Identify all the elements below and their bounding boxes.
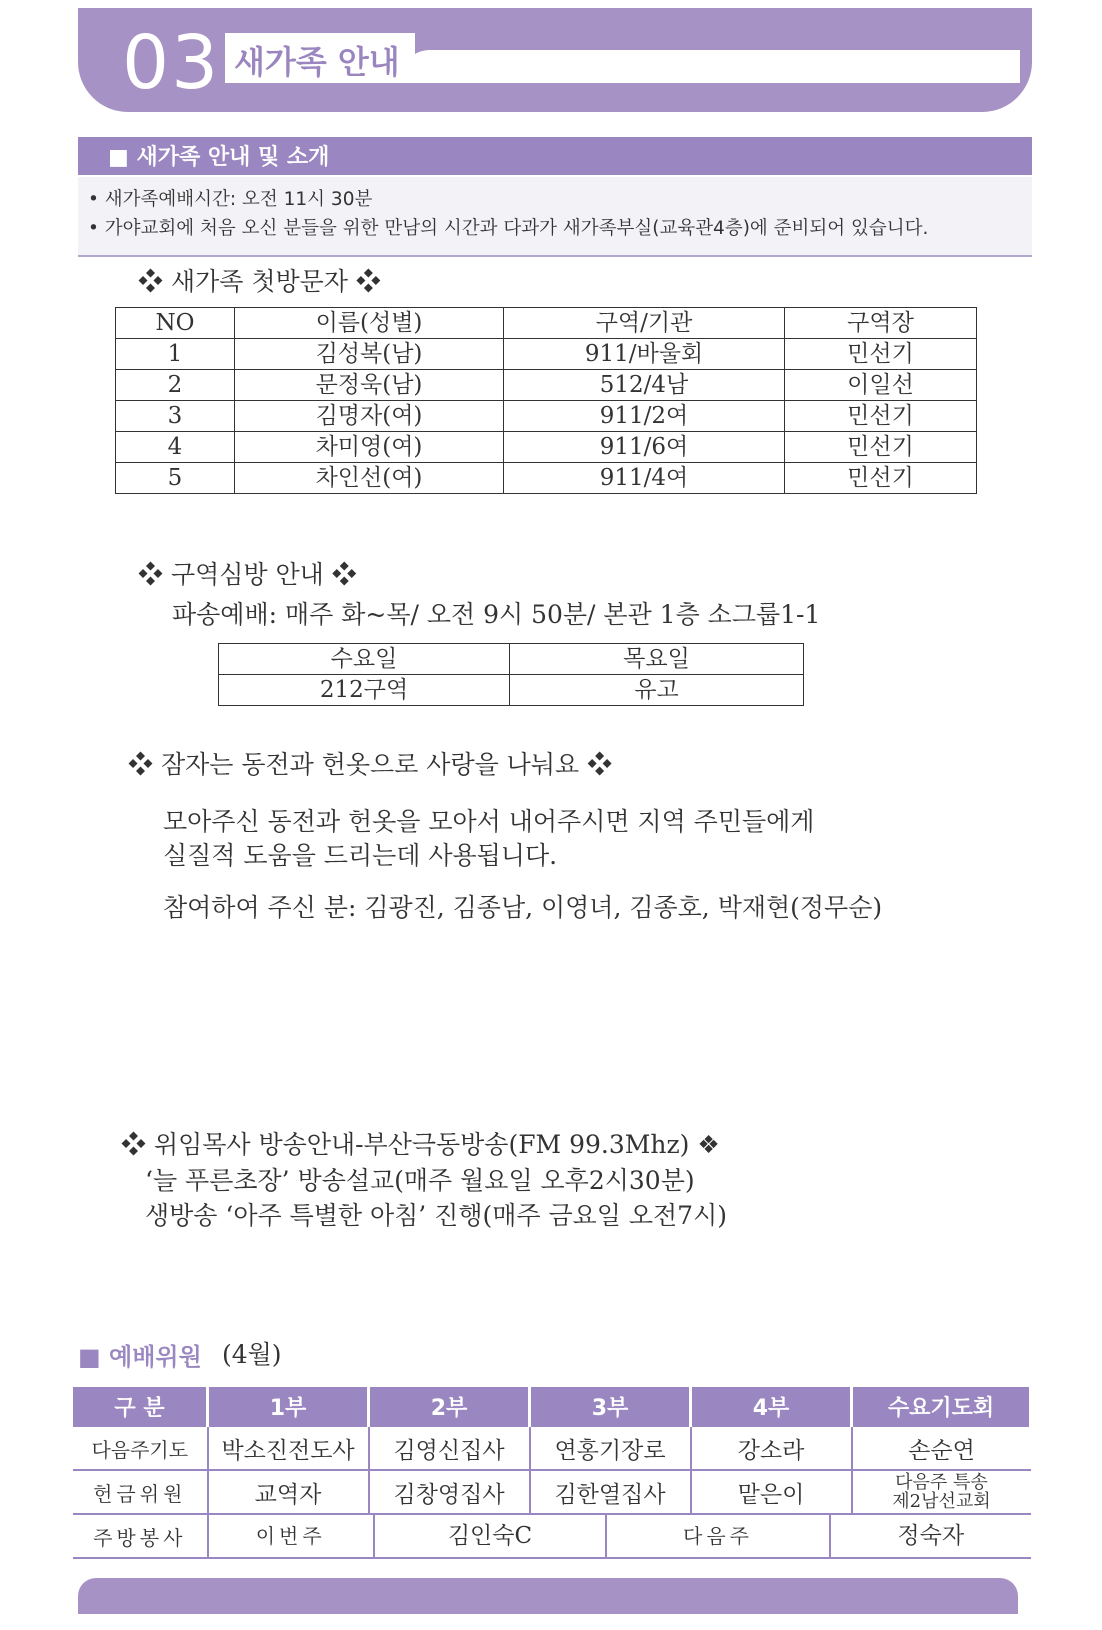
col-service-2: 2부 xyxy=(369,1387,530,1426)
col-service-1: 1부 xyxy=(208,1387,369,1426)
this-week-name: 김인숙C xyxy=(375,1515,607,1557)
cell-name: 문정욱(남) xyxy=(235,370,504,401)
worship-table xyxy=(73,1387,1032,1559)
row-label: 헌금위원 xyxy=(73,1470,208,1514)
cell: 연홍기장로 xyxy=(530,1426,691,1470)
broadcast-line-2: 생방송 ‘아주 특별한 아침’ 진행(매주 금요일 오전7시) xyxy=(145,1201,727,1230)
cell: 맡은이 xyxy=(691,1470,852,1514)
kitchen-cell xyxy=(208,1514,1031,1558)
cell-district: 911/4여 xyxy=(504,463,785,494)
table-row xyxy=(116,463,977,494)
cell: 김창영집사 xyxy=(369,1470,530,1514)
donation-line-2: 실질적 도움을 드리는데 사용됩니다. xyxy=(163,841,558,870)
table-row xyxy=(116,401,977,432)
col-wednesday-prayer: 수요기도회 xyxy=(852,1387,1031,1426)
cell-leader: 민선기 xyxy=(785,432,977,463)
table-row xyxy=(116,432,977,463)
col-name: 이름(성별) xyxy=(235,308,504,339)
cell-leader: 민선기 xyxy=(785,401,977,432)
info-line-time: • 새가족예배시간: 오전 11시 30분 xyxy=(88,189,373,210)
cell-no: 4 xyxy=(116,432,235,463)
cell-name: 차인선(여) xyxy=(235,463,504,494)
donation-heading: ❖ 잠자는 동전과 헌옷으로 사랑을 나눠요 ❖ xyxy=(128,750,613,779)
this-week-label: 이번주 xyxy=(209,1515,375,1557)
row-label: 주방봉사 xyxy=(73,1514,208,1558)
col-leader: 구역장 xyxy=(785,308,977,339)
broadcast-line-1: ‘늘 푸른초장’ 방송설교(매주 월요일 오후2시30분) xyxy=(145,1166,695,1195)
col-wednesday: 수요일 xyxy=(219,644,510,675)
cell-district: 911/6여 xyxy=(504,432,785,463)
cell-district: 512/4남 xyxy=(504,370,785,401)
cell-name: 김성복(남) xyxy=(235,339,504,370)
next-week-label: 다음주 xyxy=(607,1515,831,1557)
col-service-3: 3부 xyxy=(530,1387,691,1426)
col-district: 구역/기관 xyxy=(504,308,785,339)
cell: 박소진전도사 xyxy=(208,1426,369,1470)
table-header-row xyxy=(73,1387,1031,1426)
cell-name: 차미영(여) xyxy=(235,432,504,463)
cell: 김한열집사 xyxy=(530,1470,691,1514)
cell: 손순연 xyxy=(852,1426,1031,1470)
visit-heading: ❖ 구역심방 안내 ❖ xyxy=(138,560,357,589)
table-row xyxy=(219,675,804,706)
cell: 강소라 xyxy=(691,1426,852,1470)
next-week-name: 정숙자 xyxy=(897,1523,965,1549)
footer-bar xyxy=(78,1578,1018,1614)
cell-district: 911/2여 xyxy=(504,401,785,432)
col-no: NO xyxy=(116,308,235,339)
cell: 김영신집사 xyxy=(369,1426,530,1470)
table-header-row xyxy=(219,644,804,675)
cell-no: 5 xyxy=(116,463,235,494)
table-row xyxy=(116,339,977,370)
info-line-meeting: • 가야교회에 처음 오신 분들을 위한 만남의 시간과 다과가 새가족부실(교육관4층)에 준비되어 있습니다. xyxy=(88,218,929,239)
table-row-kitchen xyxy=(73,1514,1031,1558)
cell-no: 1 xyxy=(116,339,235,370)
cell: 다음주 특송 제2남선교회 xyxy=(852,1470,1031,1514)
row-label: 다음주기도 xyxy=(73,1426,208,1470)
section-number: 03 xyxy=(122,20,221,106)
cell-thursday: 유고 xyxy=(510,675,804,706)
visitors-heading: ❖ 새가족 첫방문자 ❖ xyxy=(138,267,381,296)
visit-schedule: 파송예배: 매주 화~목/ 오전 9시 50분/ 본관 1층 소그룹1-1 xyxy=(172,600,821,629)
worship-month: (4월) xyxy=(222,1340,282,1369)
cell: 교역자 xyxy=(208,1470,369,1514)
col-thursday: 목요일 xyxy=(510,644,804,675)
donation-line-1: 모아주신 동전과 헌옷을 모아서 내어주시면 지역 주민들에게 xyxy=(163,807,815,836)
col-service-4: 4부 xyxy=(691,1387,852,1426)
cell-name: 김명자(여) xyxy=(235,401,504,432)
visitors-table xyxy=(115,307,977,494)
table-row xyxy=(73,1426,1031,1470)
section-title: ■ 새가족 안내 및 소개 xyxy=(108,145,330,170)
worship-title: ■ 예배위원 xyxy=(78,1343,202,1371)
cell-leader: 이일선 xyxy=(785,370,977,401)
broadcast-heading: ❖ 위임목사 방송안내-부산극동방송(FM 99.3Mhz) ❖ xyxy=(121,1130,720,1159)
cell-no: 3 xyxy=(116,401,235,432)
table-row xyxy=(73,1470,1031,1514)
page-title: 새가족 안내 xyxy=(234,43,400,81)
cell-no: 2 xyxy=(116,370,235,401)
visit-table xyxy=(218,643,804,706)
cell-wednesday: 212구역 xyxy=(219,675,510,706)
donation-participants: 참여하여 주신 분: 김광진, 김종남, 이영녀, 김종호, 박재현(정무순) xyxy=(163,893,883,922)
table-header-row xyxy=(116,308,977,339)
cell-leader: 민선기 xyxy=(785,463,977,494)
header-title-tab-extension xyxy=(400,50,1020,83)
cell-district: 911/바울회 xyxy=(504,339,785,370)
table-row xyxy=(116,370,977,401)
col-category: 구 분 xyxy=(73,1387,208,1426)
cell-leader: 민선기 xyxy=(785,339,977,370)
